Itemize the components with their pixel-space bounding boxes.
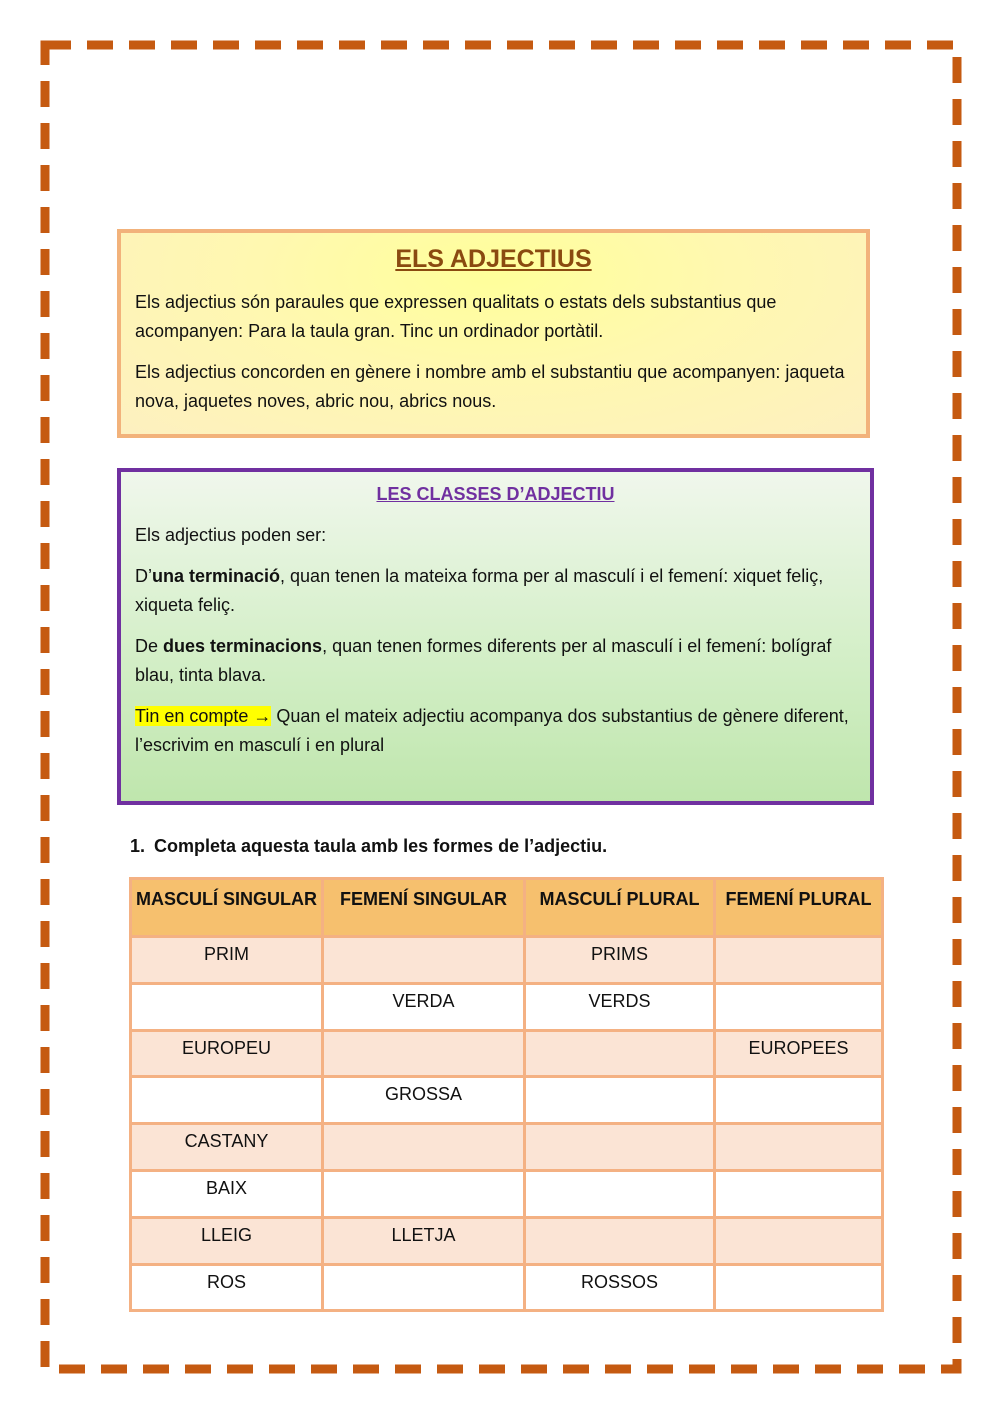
table-cell[interactable] [525, 1170, 715, 1217]
table-cell: LLETJA [323, 1217, 525, 1264]
table-cell[interactable] [715, 1264, 883, 1311]
table-cell: EUROPEU [131, 1030, 323, 1077]
table-row [131, 983, 883, 1030]
table-cell[interactable] [525, 1077, 715, 1124]
definition-paragraph: Els adjectius són paraules que expressen qualitats o estats dels substantius que acompanyen: Para la taula gran. Tinc un ordinador portàtil. [135, 292, 777, 341]
table-cell: PRIM [131, 937, 323, 984]
note-paragraph: Tin en compte → Quan el mateix adjectiu acompanya dos substantius de gènere diferent, l’escrivim en masculí i en plural [135, 706, 849, 755]
table-cell[interactable] [323, 937, 525, 984]
table-cell[interactable] [323, 1264, 525, 1311]
note-highlight: Tin en compte → [135, 706, 272, 726]
table-row [131, 1217, 883, 1264]
table-row [131, 1264, 883, 1311]
section-title: LES CLASSES D’ADJECTIU [376, 484, 615, 504]
table-cell: BAIX [131, 1170, 323, 1217]
table-row [131, 1124, 883, 1171]
two-endings-paragraph: De dues terminacions, quan tenen formes diferents per al masculí i el femení: bolígraf blau, tinta blava. [135, 636, 832, 685]
table-cell: LLEIG [131, 1217, 323, 1264]
classes-intro: Els adjectius poden ser: [135, 525, 327, 545]
table-cell: PRIMS [525, 937, 715, 984]
classes-box [117, 468, 874, 805]
agreement-paragraph: Els adjectius concorden en gènere i nombre amb el substantiu que acompanyen: jaqueta nova, jaquetes noves, abric nou, abrics nous. [135, 362, 845, 411]
page-title: ELS ADJECTIUS [395, 245, 592, 273]
table-cell: ROS [131, 1264, 323, 1311]
table-cell: ROSSOS [525, 1264, 715, 1311]
header-feminine-plural: FEMENÍ PLURAL [715, 879, 883, 937]
exercise-instruction: 1. Completa aquesta taula amb les formes de l’adjectiu. [130, 836, 608, 856]
header-masculine-plural: MASCULÍ PLURAL [525, 879, 715, 937]
table-cell[interactable] [323, 1030, 525, 1077]
table-cell[interactable] [715, 983, 883, 1030]
table-cell: VERDS [525, 983, 715, 1030]
table-row [131, 1170, 883, 1217]
header-masculine-singular: MASCULÍ SINGULAR [131, 879, 323, 937]
header-feminine-singular: FEMENÍ SINGULAR [323, 879, 525, 937]
table-header-row [131, 879, 883, 937]
table-cell[interactable] [715, 1170, 883, 1217]
table-cell[interactable] [715, 1217, 883, 1264]
table-cell[interactable] [715, 1077, 883, 1124]
table-cell[interactable] [715, 937, 883, 984]
table-cell[interactable] [525, 1217, 715, 1264]
table-cell[interactable] [131, 1077, 323, 1124]
table-cell[interactable] [131, 983, 323, 1030]
intro-box [117, 229, 870, 438]
table-cell[interactable] [525, 1030, 715, 1077]
table-cell: CASTANY [131, 1124, 323, 1171]
table-row [131, 937, 883, 984]
table-row [131, 1077, 883, 1124]
table-cell: VERDA [323, 983, 525, 1030]
table-cell: GROSSA [323, 1077, 525, 1124]
table-cell[interactable] [323, 1124, 525, 1171]
one-ending-paragraph: D’una terminació, quan tenen la mateixa forma per al masculí i el femení: xiquet feliç, xiqueta feliç. [135, 566, 824, 615]
table-row [131, 1030, 883, 1077]
table-cell[interactable] [323, 1170, 525, 1217]
table-cell: EUROPEES [715, 1030, 883, 1077]
table-cell[interactable] [715, 1124, 883, 1171]
table-cell[interactable] [525, 1124, 715, 1171]
adjective-forms-table [129, 877, 884, 1312]
